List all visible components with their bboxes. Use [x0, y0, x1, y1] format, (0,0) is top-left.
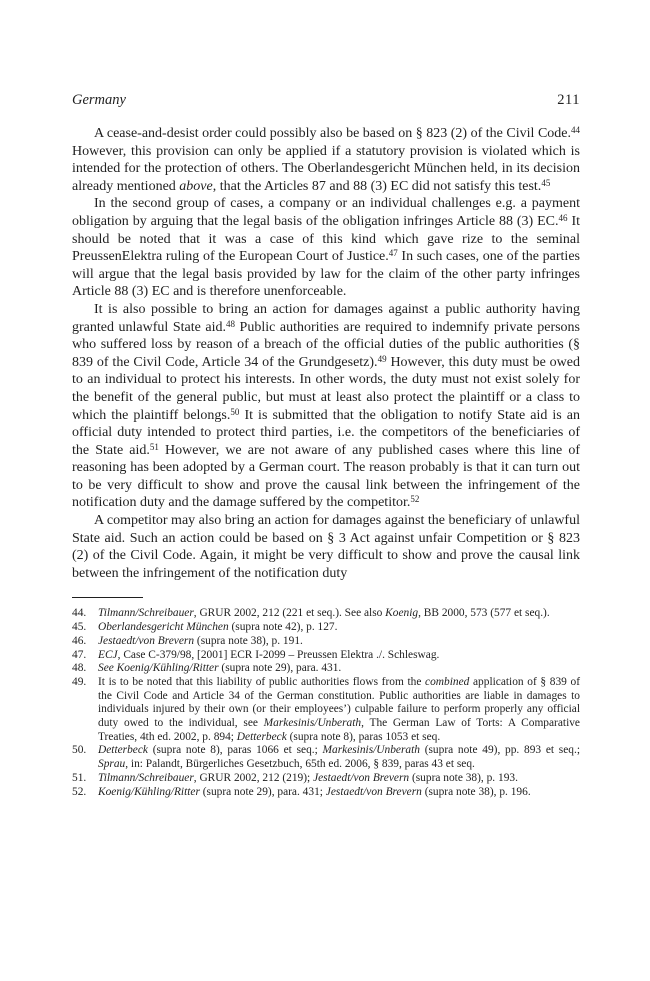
- footnote-number: 52.: [72, 785, 87, 798]
- footnote-48: [72, 662, 580, 676]
- footnote-ref: 45: [541, 177, 551, 188]
- paragraph-3: It is also possible to bring an action for damages against a public authority having granted unlawful State aid.$^{48}$ Public authorities are required to indemnify private persons who suffered loss by reason of a breach of the official duties of the public authorities (§ 839 of the Civil Code, Article 34 of the Grundgesetz).$^{49}$ However, this duty must be owed to an individual to protect his interests. In other words, the duty must not exist solely for the benefit of the general public, but must at least also protect the plaintiff or a class to which the plaintiff belongs.$^{50}$ It is submitted that the obligation to notify State aid is an official duty intended to protect third parties, i.e. the competitors of the beneficiaries of the State aid.$^{51}$ However, we are not aware of any published cases where this line of reasoning has been adopted by a German court. The reason probably is that it can turn out to be very difficult to show and prove the causal link between the infringement of the notification duty and the damage suffered by the competitor.$^{52}$: [72, 301, 581, 511]
- paragraph-4: A competitor may also bring an action for damages against the beneficiary of unlawful State aid. Such an action could be based on § 3 Act against unfair Competition or § 823 (2) of the Civil Code. Again, it might be very difficult to show and prove the causal link between the infringement of the notification duty: [72, 513, 580, 581]
- footnote-ref: 47: [388, 248, 398, 259]
- page-header: [72, 93, 580, 108]
- footnote-ref: 51: [149, 441, 159, 452]
- footnote-51: [72, 772, 580, 786]
- footnote-text: Jestaedt/von Brevern (supra note 38), p. 191.: [98, 634, 303, 647]
- footnote-number: 50.: [72, 744, 87, 757]
- running-header-title: Germany: [72, 92, 126, 108]
- page-number: 211: [557, 92, 580, 108]
- footnote-number: 48.: [72, 662, 87, 675]
- footnote-ref: 44: [571, 125, 580, 135]
- footnote-number: 45.: [72, 621, 87, 634]
- main-text: [72, 125, 580, 582]
- footnote-47: [72, 649, 580, 663]
- paragraph-1: A cease-and-desist order could possibly also be based on § 823 (2) of the Civil Code.$^{44}$ However, this provision can only be applied if a statutory provision is violated which is intended for the protection of others. The Oberlandesgericht München held, in its decision already mentioned above, that the Articles 87 and 88 (3) EC did not satisfy this test.$^{45}$: [72, 125, 580, 194]
- footnote-number: 46.: [72, 634, 87, 647]
- footnote-text: Detterbeck (supra note 8), paras 1066 et seq.; Markesinis/Unberath (supra note 49), pp. 893 et seq.; Sprau, in: Palandt, Bürgerliches Gesetzbuch, 65th ed. 2006, § 839, paras 43 et seq.: [98, 744, 580, 771]
- footnote-section: [72, 607, 580, 799]
- footnote-46: [72, 635, 580, 649]
- footnote-number: 47.: [72, 648, 87, 661]
- footnote-text: Tilmann/Schreibauer, GRUR 2002, 212 (221 et seq.). See also Koenig, BB 2000, 573 (577 et seq.).: [98, 607, 550, 620]
- footnote-number: 44.: [72, 607, 87, 620]
- footnote-45: [72, 621, 580, 635]
- footnote-text: ECJ, Case C-379/98, [2001] ECR I-2099 – Preussen Elektra ./. Schleswag.: [98, 648, 440, 661]
- footnote-44: [72, 607, 580, 621]
- footnote-text: Tilmann/Schreibauer, GRUR 2002, 212 (219); Jestaedt/von Brevern (supra note 38), p. 193.: [98, 771, 518, 784]
- footnote-ref: 50: [230, 406, 240, 417]
- footnote-text: It is to be noted that this liability of public authorities flows from the combined application of § 839 of the Civil Code and Article 34 of the German constitution. Public authorities are liable in damages to individuals injured by their own (or their employees’) culpable failure to perform properly any official duty owed to the individual, see Markesinis/Unberath, The German Law of Torts: A Comparative Treaties, 4th ed. 2002, p. 894; Detterbeck (supra note 8), paras 1053 et seq.: [98, 675, 580, 743]
- footnote-ref: 49: [377, 353, 387, 364]
- footnote-ref: 48: [225, 318, 235, 329]
- footnote-52: [72, 786, 580, 800]
- footnote-ref: 52: [410, 494, 420, 505]
- footnote-separator: [72, 597, 143, 598]
- footnote-49: [72, 676, 580, 745]
- footnote-text: Oberlandesgericht München (supra note 42), p. 127.: [98, 621, 338, 634]
- footnote-text: Koenig/Kühling/Ritter (supra note 29), para. 431; Jestaedt/von Brevern (supra note 38), p. 196.: [98, 785, 531, 798]
- footnote-text: See Koenig/Kühling/Ritter (supra note 29), para. 431.: [98, 662, 342, 675]
- footnote-number: 49.: [72, 675, 87, 688]
- paragraph-2: In the second group of cases, a company or an individual challenges e.g. a payment obligation by arguing that the legal basis of the obligation infringes Article 88 (3) EC.$^{46}$ It should be noted that it was a case of this kind which gave rize to the seminal PreussenElektra ruling of the European Court of Justice.$^{47}$ In such cases, one of the parties will argue that the legal basis provided by law for the claim of the other party infringes Article 88 (3) EC and is therefore unenforceable.: [72, 196, 580, 300]
- footnote-ref: 46: [558, 212, 568, 223]
- footnote-50: [72, 744, 580, 771]
- footnote-number: 51.: [72, 771, 87, 784]
